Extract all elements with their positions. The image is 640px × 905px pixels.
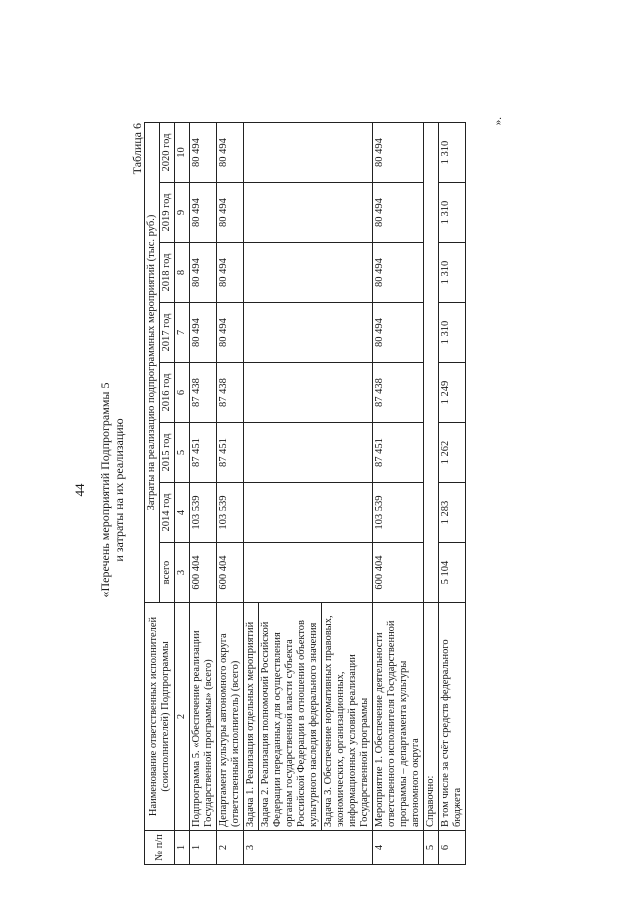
row-name: Мероприятие 1. Обеспечение деятельности ответственного исполнителя Государственной программы – департамента культуры автономного округа	[373, 603, 424, 831]
cell-2015	[244, 423, 373, 483]
row-num: 2	[217, 831, 244, 865]
row-name: Задача 1. Реализация отдельных мероприятий	[244, 603, 259, 831]
cell-total: 600 404	[217, 543, 244, 603]
row-num: 3	[244, 831, 373, 865]
cell-2015: 87 451	[217, 423, 244, 483]
cell-2014: 103 539	[217, 483, 244, 543]
cell-2014: 1 283	[439, 483, 466, 543]
header-row-1	[145, 123, 160, 865]
header-name: Наименование ответственных исполнителей (соисполнителей) Подпрограммы	[145, 603, 175, 831]
cell-2019: 80 494	[373, 183, 424, 243]
title-line-2: и затраты на их реализацию	[112, 418, 126, 562]
cell-2016: 87 438	[373, 363, 424, 423]
header-year: 2016 год	[160, 363, 175, 423]
cell-total: 5 104	[439, 543, 466, 603]
header-year: 2020 год	[160, 123, 175, 183]
cell-2014	[244, 483, 373, 543]
row-num: 1	[190, 831, 217, 865]
header-year: 2014 год	[160, 483, 175, 543]
header-year: 2018 год	[160, 243, 175, 303]
colnum: 2	[175, 603, 190, 831]
cell-2015: 1 262	[439, 423, 466, 483]
title-line-1: «Перечень мероприятий Подпрограммы 5	[98, 382, 112, 598]
row-name: Задача 3. Обеспечение нормативных правовых, экономических, организационных, информационных условий реализации Государственной программы	[322, 603, 373, 831]
cell-2017: 80 494	[190, 303, 217, 363]
cell-2016: 87 438	[190, 363, 217, 423]
table-label: Таблица 6	[130, 123, 144, 175]
cell-2017	[244, 303, 373, 363]
cell-2015: 87 451	[190, 423, 217, 483]
cell-2015: 87 451	[373, 423, 424, 483]
cell-total	[244, 543, 373, 603]
cell-2016: 1 249	[439, 363, 466, 423]
cell-2014: 103 539	[190, 483, 217, 543]
header-year: 2019 год	[160, 183, 175, 243]
header-total: всего	[160, 543, 175, 603]
row-num: 4	[373, 831, 424, 865]
cell-2018: 80 494	[217, 243, 244, 303]
cell-2020: 80 494	[190, 123, 217, 183]
table-row	[439, 123, 466, 865]
row-num: 6	[439, 831, 466, 865]
cell-2018: 80 494	[190, 243, 217, 303]
colnum: 10	[175, 123, 190, 183]
cell-total: 600 404	[373, 543, 424, 603]
cell-2016: 87 438	[217, 363, 244, 423]
row-name: В том числе за счёт средств федерального бюджета	[439, 603, 466, 831]
colnum: 7	[175, 303, 190, 363]
cell-2020: 1 310	[439, 123, 466, 183]
row-name: Департамент культуры автономного округа (ответственный исполнитель) (всего)	[217, 603, 244, 831]
cell-2020	[244, 123, 373, 183]
row-name: Задача 2. Реализация полномочий Российской Федерации переданных для осуществления органам государственной власти субъекта Российской Федерации в отношении объектов культурного наследия федерального значения	[259, 603, 322, 831]
header-costs: Затраты на реализацию подпрограммных мероприятий (тыс. руб.)	[145, 123, 160, 603]
cell-2018: 80 494	[373, 243, 424, 303]
colnum: 1	[175, 831, 190, 865]
rotated-page	[72, 115, 527, 865]
table-row	[373, 123, 424, 865]
header-num: № п/п	[145, 831, 175, 865]
row-name: Подпрограмма 5. «Обеспечение реализации Государственной программы» (всего)	[190, 603, 217, 831]
cell-2017: 80 494	[373, 303, 424, 363]
cell-2017: 1 310	[439, 303, 466, 363]
cell-total: 600 404	[190, 543, 217, 603]
document-title	[98, 115, 126, 865]
cell-2020: 80 494	[217, 123, 244, 183]
costs-table	[144, 122, 466, 865]
header-year: 2017 год	[160, 303, 175, 363]
header-colnums-row	[175, 123, 190, 865]
colnum: 6	[175, 363, 190, 423]
cell-2017: 80 494	[217, 303, 244, 363]
row-name: Справочно:	[424, 603, 439, 831]
colnum: 4	[175, 483, 190, 543]
cell-2018: 1 310	[439, 243, 466, 303]
page-number: 44	[72, 483, 87, 497]
colnum: 8	[175, 243, 190, 303]
colnum: 3	[175, 543, 190, 603]
colnum: 5	[175, 423, 190, 483]
table-row	[190, 123, 217, 865]
row-num: 5	[424, 831, 439, 865]
table-row	[244, 123, 259, 865]
cell-2020: 80 494	[373, 123, 424, 183]
cell-2019: 80 494	[217, 183, 244, 243]
cell-2019	[244, 183, 373, 243]
header-year: 2015 год	[160, 423, 175, 483]
cell-2016	[244, 363, 373, 423]
cell-2019: 1 310	[439, 183, 466, 243]
cell-2019: 80 494	[190, 183, 217, 243]
cell-2018	[244, 243, 373, 303]
row-empty-values	[424, 123, 439, 603]
table-row	[217, 123, 244, 865]
table-row	[424, 123, 439, 865]
cell-2014: 103 539	[373, 483, 424, 543]
closing-mark: ».	[492, 117, 504, 126]
colnum: 9	[175, 183, 190, 243]
